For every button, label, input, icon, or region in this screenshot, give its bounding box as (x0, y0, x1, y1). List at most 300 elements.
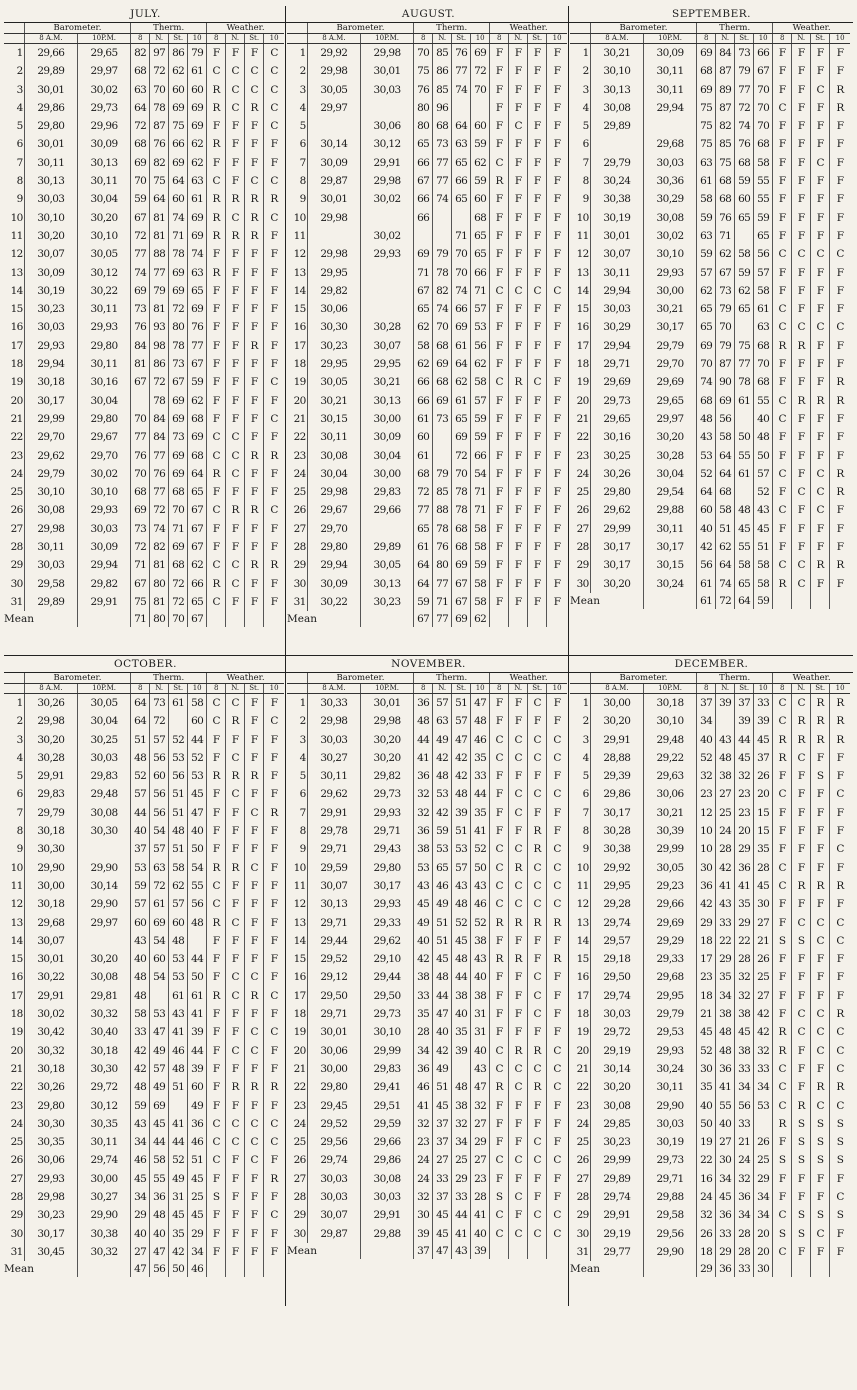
data-cell: 48 (433, 767, 452, 785)
data-cell: F (490, 447, 509, 465)
data-cell: F (490, 227, 509, 245)
data-cell: F (773, 914, 792, 932)
data-cell: S (811, 1115, 830, 1133)
data-cell: 76 (188, 318, 207, 336)
data-cell: 73 (169, 428, 188, 446)
data-cell: R (245, 987, 264, 1005)
data-cell: 78 (452, 483, 471, 501)
data-cell: F (773, 227, 792, 245)
data-cell: 29,71 (360, 822, 413, 840)
data-cell: F (207, 1005, 226, 1023)
table-row (287, 1023, 567, 1041)
data-cell: 69 (697, 337, 716, 355)
table-row (287, 822, 567, 840)
data-cell: 43 (452, 877, 471, 895)
table-row (4, 410, 284, 428)
data-cell: 81 (150, 300, 169, 318)
data-cell: 66 (414, 209, 433, 227)
data-cell: C (207, 428, 226, 446)
data-cell: 28 (414, 1023, 433, 1041)
data-cell: F (245, 593, 264, 611)
data-cell: F (226, 245, 245, 263)
data-cell: F (226, 1151, 245, 1169)
data-cell: 30,11 (77, 1133, 130, 1151)
data-cell: F (226, 520, 245, 538)
data-cell: F (207, 1078, 226, 1096)
data-cell: F (245, 932, 264, 950)
data-cell: F (226, 300, 245, 318)
data-cell: C (792, 749, 811, 767)
data-cell: 71 (471, 501, 490, 519)
table-row (287, 392, 567, 410)
data-cell: 29,93 (24, 337, 77, 355)
data-cell: 87 (716, 62, 735, 80)
data-cell: 30,09 (307, 575, 360, 593)
data-cell: 42 (452, 749, 471, 767)
data-cell: 49 (188, 1097, 207, 1115)
mean-cell (77, 611, 130, 627)
data-cell: 34 (754, 1206, 773, 1224)
data-cell: 30,29 (590, 318, 643, 336)
data-cell: F (490, 410, 509, 428)
data-cell: 48 (697, 410, 716, 428)
data-cell: 68 (433, 373, 452, 391)
data-cell: F (528, 593, 547, 611)
data-cell: 51 (716, 520, 735, 538)
data-cell: 59 (471, 428, 490, 446)
data-cell: F (226, 1188, 245, 1206)
data-cell: 24 (414, 1151, 433, 1169)
day-number: 29 (576, 1209, 589, 1222)
data-cell: R (509, 914, 528, 932)
data-cell: F (490, 538, 509, 556)
data-cell: F (830, 501, 850, 519)
data-cell: F (226, 282, 245, 300)
data-cell: 50 (188, 968, 207, 986)
table-row (287, 337, 567, 355)
data-cell: C (226, 99, 245, 117)
data-cell: 30,00 (643, 282, 696, 300)
data-cell: F (773, 1005, 792, 1023)
data-cell: 29,68 (643, 135, 696, 153)
table-row (4, 1151, 284, 1169)
data-cell: 46 (188, 1133, 207, 1151)
data-cell: 69 (131, 282, 150, 300)
data-cell: 24 (414, 1170, 433, 1188)
data-cell: 30,26 (590, 465, 643, 483)
data-cell: 80 (150, 575, 169, 593)
data-cell: F (490, 694, 509, 713)
column-header: 10P.M. (643, 34, 696, 44)
data-cell: F (490, 245, 509, 263)
data-cell: F (547, 209, 567, 227)
day-number: 5 (299, 120, 306, 133)
data-cell: F (547, 520, 567, 538)
data-cell: F (226, 337, 245, 355)
data-cell: F (547, 593, 567, 611)
day-number: 26 (10, 1154, 23, 1167)
data-cell: F (547, 932, 567, 950)
column-header: 8 A.M. (590, 34, 643, 44)
data-cell: 70 (131, 410, 150, 428)
data-cell: 29,44 (307, 932, 360, 950)
data-cell: C (773, 465, 792, 483)
table-row (287, 135, 567, 153)
mean-cell (245, 611, 264, 627)
data-cell: 75 (150, 172, 169, 190)
data-cell: F (792, 538, 811, 556)
data-cell: 55 (754, 190, 773, 208)
data-cell: 30,27 (307, 749, 360, 767)
column-header: 10P.M. (360, 34, 413, 44)
data-cell: 96 (433, 99, 452, 117)
data-cell: F (245, 465, 264, 483)
data-cell: 41 (735, 877, 754, 895)
data-cell: 27 (716, 1133, 735, 1151)
data-cell: 30 (697, 1060, 716, 1078)
data-cell: 77 (150, 483, 169, 501)
data-cell: 49 (150, 1078, 169, 1096)
column-header: 8 (697, 34, 716, 44)
data-cell: C (792, 694, 811, 713)
day-header (4, 23, 24, 34)
data-cell: F (509, 99, 528, 117)
data-cell: 17 (697, 950, 716, 968)
day-number: 23 (293, 449, 306, 462)
data-cell: 30,14 (307, 135, 360, 153)
data-cell: 18 (697, 1243, 716, 1261)
data-cell: 37 (433, 1133, 452, 1151)
data-cell: 70 (754, 99, 773, 117)
column-header: 10P.M. (643, 684, 696, 694)
data-cell: F (547, 968, 567, 986)
data-cell: F (811, 44, 830, 63)
data-cell: 65 (697, 300, 716, 318)
data-cell: 29 (735, 914, 754, 932)
mean-row (570, 1261, 850, 1277)
table-row (287, 749, 567, 767)
data-cell: 48 (452, 950, 471, 968)
day-number: 25 (10, 1136, 23, 1149)
data-cell: 51 (169, 804, 188, 822)
data-cell: F (245, 410, 264, 428)
data-cell: 38 (471, 987, 490, 1005)
data-cell: 29,62 (360, 932, 413, 950)
data-cell: C (264, 410, 284, 428)
data-cell: F (226, 593, 245, 611)
data-cell: 30,17 (24, 392, 77, 410)
data-cell: 65 (452, 190, 471, 208)
data-cell: 30,30 (307, 318, 360, 336)
therm-header: Therm. (131, 673, 207, 684)
table-row (570, 447, 850, 465)
data-cell: F (811, 1188, 830, 1206)
data-cell: F (226, 950, 245, 968)
data-cell: 29,19 (590, 1225, 643, 1243)
data-cell: F (490, 355, 509, 373)
data-cell: C (264, 44, 284, 63)
column-header: N. (226, 34, 245, 44)
data-cell: F (226, 264, 245, 282)
data-cell: C (811, 483, 830, 501)
data-cell: 75 (131, 593, 150, 611)
table-row (287, 712, 567, 730)
data-cell: 21 (697, 1005, 716, 1023)
day-number: 11 (10, 229, 23, 242)
data-cell: 40 (131, 822, 150, 840)
data-cell: F (792, 447, 811, 465)
day-number: 17 (576, 339, 589, 352)
data-cell: 29,68 (24, 914, 77, 932)
data-cell: 30,07 (307, 1206, 360, 1224)
data-cell: 69 (169, 538, 188, 556)
data-cell: F (245, 712, 264, 730)
data-cell: F (830, 135, 850, 153)
table-row (287, 950, 567, 968)
data-cell: 45 (735, 1023, 754, 1041)
table-row (287, 987, 567, 1005)
mean-cell (360, 1243, 413, 1259)
data-cell: 72 (150, 877, 169, 895)
data-cell: S (811, 1151, 830, 1169)
data-cell: 72 (131, 538, 150, 556)
data-cell: 58 (716, 428, 735, 446)
data-cell: F (547, 154, 567, 172)
data-cell: C (773, 556, 792, 574)
data-cell: 30,20 (77, 950, 130, 968)
therm-header: Therm. (414, 23, 490, 34)
data-cell: 39 (452, 804, 471, 822)
data-cell: 29,41 (360, 1078, 413, 1096)
data-cell: 23 (735, 804, 754, 822)
data-cell: F (226, 318, 245, 336)
day-number: 12 (576, 248, 589, 261)
column-divider (568, 6, 569, 1306)
data-cell: 29,97 (77, 914, 130, 932)
data-cell: 87 (150, 117, 169, 135)
data-cell: 30,03 (590, 1005, 643, 1023)
data-cell: F (547, 483, 567, 501)
data-cell: R (490, 950, 509, 968)
data-cell: C (792, 483, 811, 501)
data-cell: R (264, 1170, 284, 1188)
data-cell: F (547, 575, 567, 593)
data-cell: F (792, 1078, 811, 1096)
data-cell: 30,10 (590, 62, 643, 80)
data-cell: F (245, 538, 264, 556)
data-cell: 43 (131, 1115, 150, 1133)
data-cell: 29,80 (360, 859, 413, 877)
data-cell: 44 (735, 731, 754, 749)
data-cell: 53 (754, 1097, 773, 1115)
data-cell: F (811, 987, 830, 1005)
data-cell: C (245, 1151, 264, 1169)
data-cell: F (509, 264, 528, 282)
data-cell: 65 (697, 318, 716, 336)
data-cell: 67 (414, 282, 433, 300)
data-cell: 54 (150, 932, 169, 950)
data-cell: F (773, 172, 792, 190)
data-cell: 29,71 (307, 1005, 360, 1023)
column-header: 8 (773, 34, 792, 44)
data-cell: 72 (169, 593, 188, 611)
data-cell: C (792, 575, 811, 593)
day-number: 5 (582, 770, 589, 783)
data-cell: 64 (716, 556, 735, 574)
data-cell: 30,09 (77, 538, 130, 556)
column-header: N. (433, 684, 452, 694)
data-cell: 29,19 (590, 1042, 643, 1060)
data-cell: 63 (150, 859, 169, 877)
data-cell: R (830, 373, 850, 391)
data-cell: 62 (188, 135, 207, 153)
mean-cell: 50 (169, 1261, 188, 1277)
data-cell: F (528, 483, 547, 501)
data-cell: 29,90 (643, 1243, 696, 1261)
data-cell: 43 (716, 895, 735, 913)
data-cell: 56 (169, 767, 188, 785)
data-cell: 30,10 (77, 483, 130, 501)
therm-header: Therm. (697, 673, 773, 684)
table-row (570, 895, 850, 913)
data-cell: 30,03 (24, 318, 77, 336)
data-cell: F (264, 1005, 284, 1023)
data-cell: F (207, 1042, 226, 1060)
data-cell: C (207, 712, 226, 730)
data-cell: 30,30 (77, 822, 130, 840)
data-cell (360, 300, 413, 318)
data-cell: 51 (131, 731, 150, 749)
table-row (4, 282, 284, 300)
data-cell: F (490, 483, 509, 501)
day-number: 11 (293, 229, 306, 242)
day-number: 25 (10, 486, 23, 499)
data-cell: F (264, 575, 284, 593)
data-cell: 64 (716, 447, 735, 465)
data-cell: 30,08 (24, 501, 77, 519)
data-cell: 61 (188, 62, 207, 80)
data-cell: 65 (452, 154, 471, 172)
data-cell: 27 (716, 785, 735, 803)
data-cell: 48 (716, 749, 735, 767)
data-cell: 15 (754, 804, 773, 822)
data-cell: C (773, 410, 792, 428)
table-row (287, 1225, 567, 1243)
data-cell: F (830, 337, 850, 355)
data-cell: 29,51 (360, 1097, 413, 1115)
data-cell: R (245, 337, 264, 355)
table-row (287, 840, 567, 858)
data-cell: 29,93 (24, 1170, 77, 1188)
data-cell: 29,83 (360, 483, 413, 501)
data-cell: 38 (414, 840, 433, 858)
data-cell: F (207, 373, 226, 391)
data-cell: 29,70 (77, 447, 130, 465)
data-cell: 68 (188, 410, 207, 428)
data-cell: F (811, 117, 830, 135)
data-cell: C (811, 81, 830, 99)
data-cell: 80 (169, 318, 188, 336)
data-cell (360, 209, 413, 227)
data-cell: 30,08 (77, 968, 130, 986)
data-cell: 61 (188, 190, 207, 208)
data-cell: 69 (131, 154, 150, 172)
data-cell: 40 (433, 1023, 452, 1041)
table-row (4, 1133, 284, 1151)
data-cell: 29,58 (24, 575, 77, 593)
data-cell: 29,59 (360, 1115, 413, 1133)
data-cell: 29,65 (590, 410, 643, 428)
data-cell: R (264, 556, 284, 574)
column-header: 8 (773, 684, 792, 694)
data-cell: 45 (188, 785, 207, 803)
data-cell: F (264, 318, 284, 336)
data-cell: 29,71 (643, 1170, 696, 1188)
data-cell: 30,09 (643, 44, 696, 63)
data-cell: F (509, 447, 528, 465)
data-cell: S (811, 1133, 830, 1151)
data-cell: F (509, 987, 528, 1005)
data-cell: 29,99 (360, 1042, 413, 1060)
table-row (4, 840, 284, 858)
data-cell: F (245, 1005, 264, 1023)
table-row (4, 1042, 284, 1060)
data-cell: C (264, 1133, 284, 1151)
column-header: N. (433, 34, 452, 44)
data-cell: 50 (735, 428, 754, 446)
data-cell: 29,44 (360, 968, 413, 986)
data-cell: F (811, 428, 830, 446)
data-cell: 45 (131, 1170, 150, 1188)
data-cell: 33 (716, 914, 735, 932)
data-cell: F (207, 300, 226, 318)
data-cell: 71 (169, 520, 188, 538)
data-cell: F (490, 428, 509, 446)
data-cell: 47 (452, 731, 471, 749)
data-cell: 57 (433, 694, 452, 713)
data-cell: 57 (471, 300, 490, 318)
data-cell: 52 (452, 914, 471, 932)
data-cell: 40 (131, 1225, 150, 1243)
data-cell: R (207, 81, 226, 99)
table-row (570, 520, 850, 538)
data-cell: F (528, 154, 547, 172)
data-cell: 52 (131, 767, 150, 785)
data-cell: F (547, 1133, 567, 1151)
data-cell: 29,56 (307, 1133, 360, 1151)
data-cell: 43 (169, 1005, 188, 1023)
data-cell: F (207, 932, 226, 950)
data-cell: F (264, 749, 284, 767)
data-cell: 50 (471, 859, 490, 877)
table-row (570, 465, 850, 483)
data-cell: 29,79 (24, 465, 77, 483)
data-cell: 29,91 (590, 1206, 643, 1224)
data-cell: 26 (754, 1133, 773, 1151)
data-cell: F (226, 373, 245, 391)
data-cell: 29,79 (590, 154, 643, 172)
data-cell: 29 (754, 1170, 773, 1188)
table-row (287, 99, 567, 117)
data-cell: F (811, 538, 830, 556)
data-cell: 71 (169, 227, 188, 245)
data-cell: 45 (754, 877, 773, 895)
day-number: 19 (576, 376, 589, 389)
data-cell: F (207, 1225, 226, 1243)
barometer-header: Barometer. (24, 23, 130, 34)
data-cell: F (226, 1206, 245, 1224)
data-cell: 71 (131, 556, 150, 574)
